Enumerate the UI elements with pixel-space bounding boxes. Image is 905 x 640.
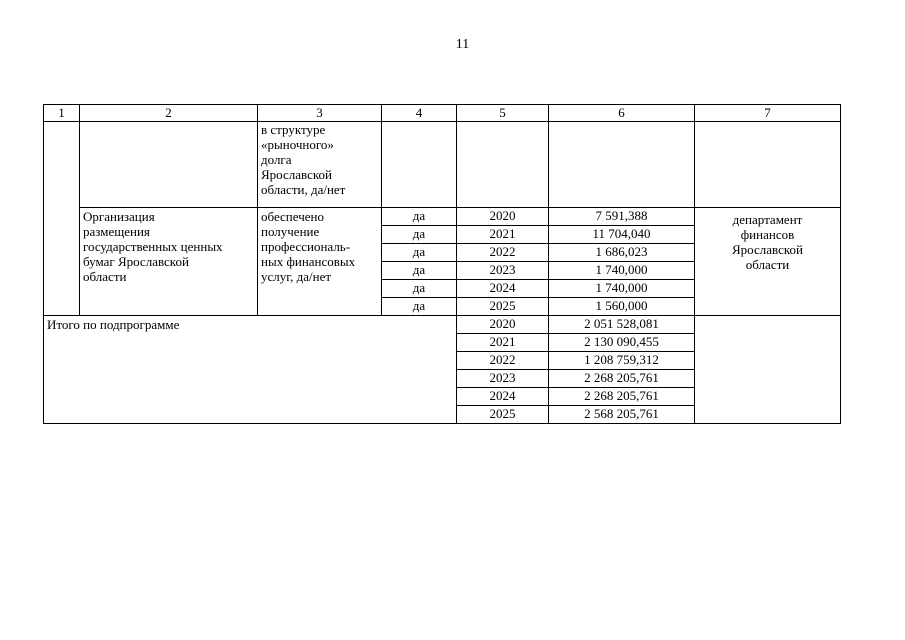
continuation-cell-5 (457, 122, 549, 208)
total-executor-cell (695, 316, 841, 424)
measure-name: Организация размещения государственных ценных бумаг Ярославской области (80, 208, 258, 316)
total-amount: 2 568 205,761 (549, 406, 695, 424)
measure-flag: да (382, 208, 457, 226)
measure-year: 2025 (457, 298, 549, 316)
continuation-cell-6 (549, 122, 695, 208)
header-col-2: 2 (80, 105, 258, 122)
total-amount: 2 268 205,761 (549, 388, 695, 406)
measure-row (44, 208, 841, 226)
header-col-5: 5 (457, 105, 549, 122)
total-amount: 2 268 205,761 (549, 370, 695, 388)
header-col-7: 7 (695, 105, 841, 122)
measure-year: 2020 (457, 208, 549, 226)
header-col-4: 4 (382, 105, 457, 122)
measure-amount: 11 704,040 (549, 226, 695, 244)
measure-indicator: обеспечено получение профессиональ- ных финансовых услуг, да/нет (258, 208, 382, 316)
measure-flag: да (382, 280, 457, 298)
measure-executor: департамент финансов Ярославской области (695, 208, 841, 316)
measure-amount: 7 591,388 (549, 208, 695, 226)
header-col-1: 1 (44, 105, 80, 122)
total-year: 2022 (457, 352, 549, 370)
total-year: 2021 (457, 334, 549, 352)
measure-flag: да (382, 262, 457, 280)
measure-amount: 1 740,000 (549, 262, 695, 280)
total-year: 2023 (457, 370, 549, 388)
total-label: Итого по подпрограмме (44, 316, 457, 424)
measure-year: 2023 (457, 262, 549, 280)
measure-year: 2022 (457, 244, 549, 262)
total-amount: 2 130 090,455 (549, 334, 695, 352)
measure-amount: 1 686,023 (549, 244, 695, 262)
measure-year: 2024 (457, 280, 549, 298)
measure-flag: да (382, 226, 457, 244)
continuation-row (44, 122, 841, 208)
header-row (44, 105, 841, 122)
total-amount: 2 051 528,081 (549, 316, 695, 334)
measure-flag: да (382, 244, 457, 262)
header-col-6: 6 (549, 105, 695, 122)
measure-flag: да (382, 298, 457, 316)
total-year: 2025 (457, 406, 549, 424)
total-year: 2020 (457, 316, 549, 334)
continuation-indicator: в структуре «рыночного» долга Ярославской области, да/нет (258, 122, 382, 208)
continuation-cell-7 (695, 122, 841, 208)
continuation-cell-4 (382, 122, 457, 208)
total-amount: 1 208 759,312 (549, 352, 695, 370)
total-year: 2024 (457, 388, 549, 406)
total-row (44, 316, 841, 334)
measure-amount: 1 560,000 (549, 298, 695, 316)
continuation-cell-2 (80, 122, 258, 208)
measure-year: 2021 (457, 226, 549, 244)
number-cell (44, 122, 80, 316)
header-col-3: 3 (258, 105, 382, 122)
measure-amount: 1 740,000 (549, 280, 695, 298)
program-table (43, 104, 841, 424)
page-number: 11 (455, 37, 470, 52)
